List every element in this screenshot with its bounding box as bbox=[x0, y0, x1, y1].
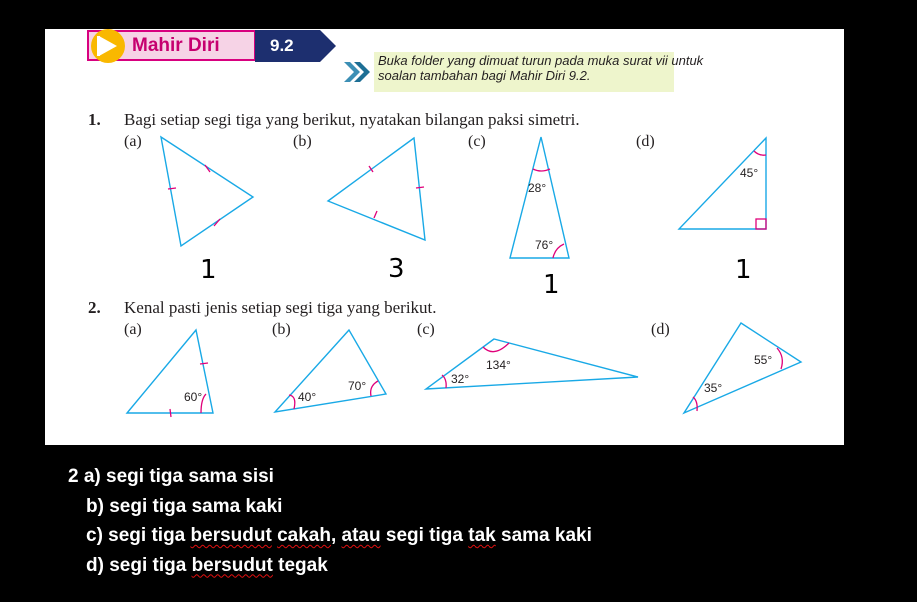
q1-label-d: (d) bbox=[636, 133, 655, 150]
q1a-triangle bbox=[161, 137, 253, 246]
handwritten-answer-1c: 1 bbox=[543, 270, 560, 300]
q2-label-b: (b) bbox=[272, 321, 291, 338]
q2d-top-angle: 55° bbox=[754, 353, 773, 367]
q1c-bottom-angle: 76° bbox=[535, 238, 554, 252]
handwritten-answer-1a: 1 bbox=[200, 255, 217, 285]
spell-flag: cakah bbox=[277, 525, 331, 546]
header-note-line2: soalan tambahan bagi Mahir Diri 9.2. bbox=[378, 68, 591, 83]
mahir-diri-title: Mahir Diri bbox=[132, 35, 220, 56]
q2c-top-angle: 134° bbox=[486, 358, 511, 372]
q2b-right-angle: 70° bbox=[348, 379, 367, 393]
q2d-triangle bbox=[684, 323, 801, 413]
q1c-top-angle: 28° bbox=[528, 181, 547, 195]
answer-d: d) segi tiga bersudut tegak bbox=[86, 554, 328, 576]
q1b-triangle bbox=[328, 138, 425, 240]
q1d-triangle bbox=[679, 138, 766, 229]
q2c-left-angle: 32° bbox=[451, 372, 470, 386]
handwritten-answer-1d: 1 bbox=[735, 255, 752, 285]
handwritten-answer-1b: 3 bbox=[388, 254, 405, 284]
q2b-left-angle: 40° bbox=[298, 390, 317, 404]
spell-flag: bersudut bbox=[191, 554, 273, 576]
header-note bbox=[378, 53, 703, 83]
q2b-triangle bbox=[275, 330, 386, 412]
header-note-line1: Buka folder yang dimuat turun pada muka surat vii untuk bbox=[378, 53, 704, 68]
q2a-angle: 60° bbox=[184, 390, 203, 404]
q1-label-b: (b) bbox=[293, 133, 312, 150]
mahir-diri-number: 9.2 bbox=[270, 36, 294, 55]
double-chevron-icon bbox=[344, 62, 370, 82]
q2-label-a: (a) bbox=[124, 321, 142, 338]
answer-a: 2 a) segi tiga sama sisi bbox=[68, 466, 274, 487]
answer-c: c) segi tiga bersudut cakah, atau segi tiga tak sama kaki bbox=[86, 525, 592, 546]
spell-flag: bersudut bbox=[190, 525, 272, 546]
answer-list bbox=[68, 462, 592, 580]
q1d-top-angle: 45° bbox=[740, 166, 759, 180]
q1-label-a: (a) bbox=[124, 133, 142, 150]
q1-text: Bagi setiap segi tiga yang berikut, nyatakan bilangan paksi simetri. bbox=[124, 110, 580, 129]
q2-label-c: (c) bbox=[417, 321, 435, 338]
q2-number: 2. bbox=[88, 298, 101, 317]
q1-label-c: (c) bbox=[468, 133, 486, 150]
q2-label-d: (d) bbox=[651, 321, 670, 338]
q1-number: 1. bbox=[88, 110, 101, 129]
q2-text: Kenal pasti jenis setiap segi tiga yang berikut. bbox=[124, 298, 437, 317]
spell-flag: tak bbox=[468, 525, 496, 546]
q2d-left-angle: 35° bbox=[704, 381, 723, 395]
answer-b: b) segi tiga sama kaki bbox=[86, 495, 283, 517]
spell-flag: atau bbox=[341, 525, 381, 546]
